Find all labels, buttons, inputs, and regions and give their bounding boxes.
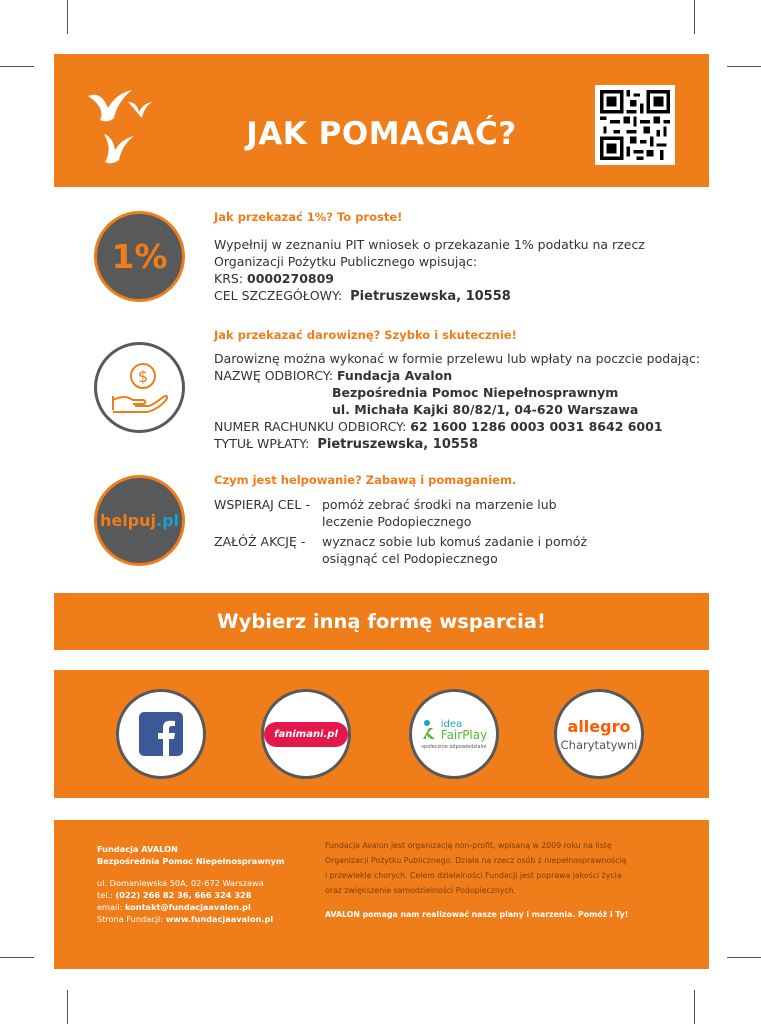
transfer-title-value: Pietruszewska, 10558 — [317, 437, 479, 452]
footer-slogan: AVALON pomaga nam realizować nasze plany i marzenia. Pomóż i Ty! — [325, 910, 629, 919]
fanimani-logo — [264, 722, 348, 747]
crop-mark — [67, 990, 68, 1024]
item-label: ZAŁÓŻ AKCJĘ - — [214, 534, 306, 549]
account-row — [214, 418, 700, 435]
facebook-link[interactable] — [116, 689, 206, 779]
fairplay-k-icon — [421, 719, 441, 741]
fanimani-link[interactable] — [261, 689, 351, 779]
one-percent-text: 1% — [111, 237, 168, 276]
helpuj-badge[interactable] — [94, 475, 185, 566]
footer-org-subtitle: Bezpośrednia Pomoc Niepełnosprawnym — [97, 856, 285, 866]
account-label: NUMER RACHUNKU ODBIORCY: — [214, 419, 407, 434]
donation-badge — [94, 342, 185, 433]
item-text: osiągnąć cel Podopiecznego — [322, 551, 498, 566]
recipient-label: NAZWĘ ODBIORCY: — [214, 368, 334, 383]
crop-mark — [727, 957, 761, 958]
qr-code-icon — [600, 90, 670, 160]
section1-body — [214, 236, 645, 305]
recipient-value: Fundacja Avalon — [337, 368, 453, 383]
footer-org-name: Fundacja AVALON — [97, 844, 178, 854]
crop-mark — [694, 990, 695, 1024]
cel-row — [214, 287, 645, 305]
section1-line: Wypełnij w zeznaniu PIT wniosek o przekazanie 1% podatku na rzecz — [214, 237, 645, 252]
idea-text: idea — [440, 718, 463, 730]
helpuj-logo-part: help — [99, 511, 140, 530]
section3-heading: Czym jest helpowanie? Zabawą i pomaganiem. — [214, 473, 517, 487]
allegro-logo: allegro — [567, 716, 631, 736]
idea-fairplay-link[interactable] — [409, 689, 499, 779]
item-text: pomóż zebrać środki na marzenie lub — [322, 497, 557, 512]
web-link[interactable]: www.fundacjaavalon.pl — [165, 914, 274, 924]
phone-value[interactable]: (022) 266 82 36, 666 324 328 — [115, 890, 252, 900]
phone-label: tel.: — [97, 890, 113, 900]
helpuj-logo-part: uj — [139, 511, 157, 530]
section1-line: Organizacji Pożytku Publicznego wpisując: — [214, 254, 478, 269]
allegro-charity-text: Charytatywni — [560, 737, 638, 752]
crop-mark — [727, 66, 761, 67]
krs-label: KRS: — [214, 271, 244, 286]
cel-value: Pietruszewska, 10558 — [350, 289, 511, 304]
crop-mark — [0, 957, 34, 958]
footer-desc-line: Organizacji Pożytku Publicznego. Działa na rzecz osób z niepełnosprawnością — [325, 856, 627, 865]
section3-item-text — [322, 533, 587, 567]
allegro-link[interactable] — [554, 689, 644, 779]
email-link[interactable]: kontakt@fundacjaavalon.pl — [124, 902, 251, 912]
item-text: leczenie Podopiecznego — [322, 514, 472, 529]
krs-row — [214, 270, 645, 287]
email-label: email: — [97, 902, 123, 912]
qr-code[interactable] — [595, 85, 675, 165]
support-banner-text: Wybierz inną formę wsparcia! — [217, 610, 546, 633]
facebook-icon — [139, 712, 183, 756]
footer-desc-line: Fundacja Avalon jest organizacją non-profit, wpisaną w 2009 roku na listę — [325, 841, 612, 850]
recipient-address: ul. Michała Kajki 80/82/1, 04-620 Warszawa — [332, 402, 639, 417]
footer-contact — [97, 843, 285, 925]
web-label: Strona Fundacji: — [97, 914, 164, 924]
cel-label: CEL SZCZEGÓŁOWY: — [214, 288, 343, 303]
footer-description — [325, 838, 665, 922]
section3-item-text — [322, 496, 557, 530]
footer-phone — [97, 889, 285, 901]
page-title: JAK POMAGAĆ? — [246, 116, 517, 152]
footer-web — [97, 913, 285, 925]
one-percent-badge — [94, 211, 185, 302]
fairplay-text: FairPlay — [440, 727, 488, 742]
transfer-title-row — [214, 435, 700, 453]
helpuj-logo — [100, 511, 179, 530]
section1-heading: Jak przekazać 1%? To proste! — [214, 210, 403, 224]
support-banner — [54, 593, 709, 650]
hand-coin-icon — [109, 360, 171, 416]
item-text: wyznacz sobie lub komuś zadanie i pomóż — [322, 534, 588, 549]
footer-address: ul. Domaniewska 50A, 02-672 Warszawa — [97, 878, 264, 888]
account-number[interactable]: 62 1600 1286 0003 0031 8642 6001 — [410, 419, 663, 434]
footer-desc-line: oraz zwiększenie samodzielności Podopiecznych. — [325, 886, 517, 895]
section3-item — [214, 496, 310, 513]
transfer-title-label: TYTUŁ WPŁATY: — [214, 436, 310, 451]
fanimani-text: fanimani.pl — [274, 728, 338, 740]
section3-item — [214, 533, 305, 550]
section2-body — [214, 350, 700, 453]
recipient-row — [214, 367, 700, 384]
helpuj-logo-part: .pl — [156, 511, 180, 530]
footer-email — [97, 901, 285, 913]
footer-desc-line: i przewlekle chorych. Celem działalności Fundacji jest poprawa jakości życia — [325, 871, 622, 880]
crop-mark — [67, 0, 68, 34]
idea-fairplay-logo — [421, 719, 487, 741]
item-label: WSPIERAJ CEL - — [214, 497, 310, 512]
section2-line: Darowiznę można wykonać w formie przelewu lub wpłaty na poczcie podając: — [214, 351, 701, 366]
section2-heading: Jak przekazać darowiznę? Szybko i skutecznie! — [214, 328, 517, 342]
krs-value: 0000270809 — [247, 271, 334, 286]
fairplay-tagline: społecznie odpowiedzialni — [421, 743, 487, 750]
svg-text:$: $ — [137, 366, 148, 386]
crop-mark — [0, 66, 34, 67]
crop-mark — [694, 0, 695, 34]
recipient-value: Bezpośrednia Pomoc Niepełnosprawnym — [332, 385, 619, 400]
